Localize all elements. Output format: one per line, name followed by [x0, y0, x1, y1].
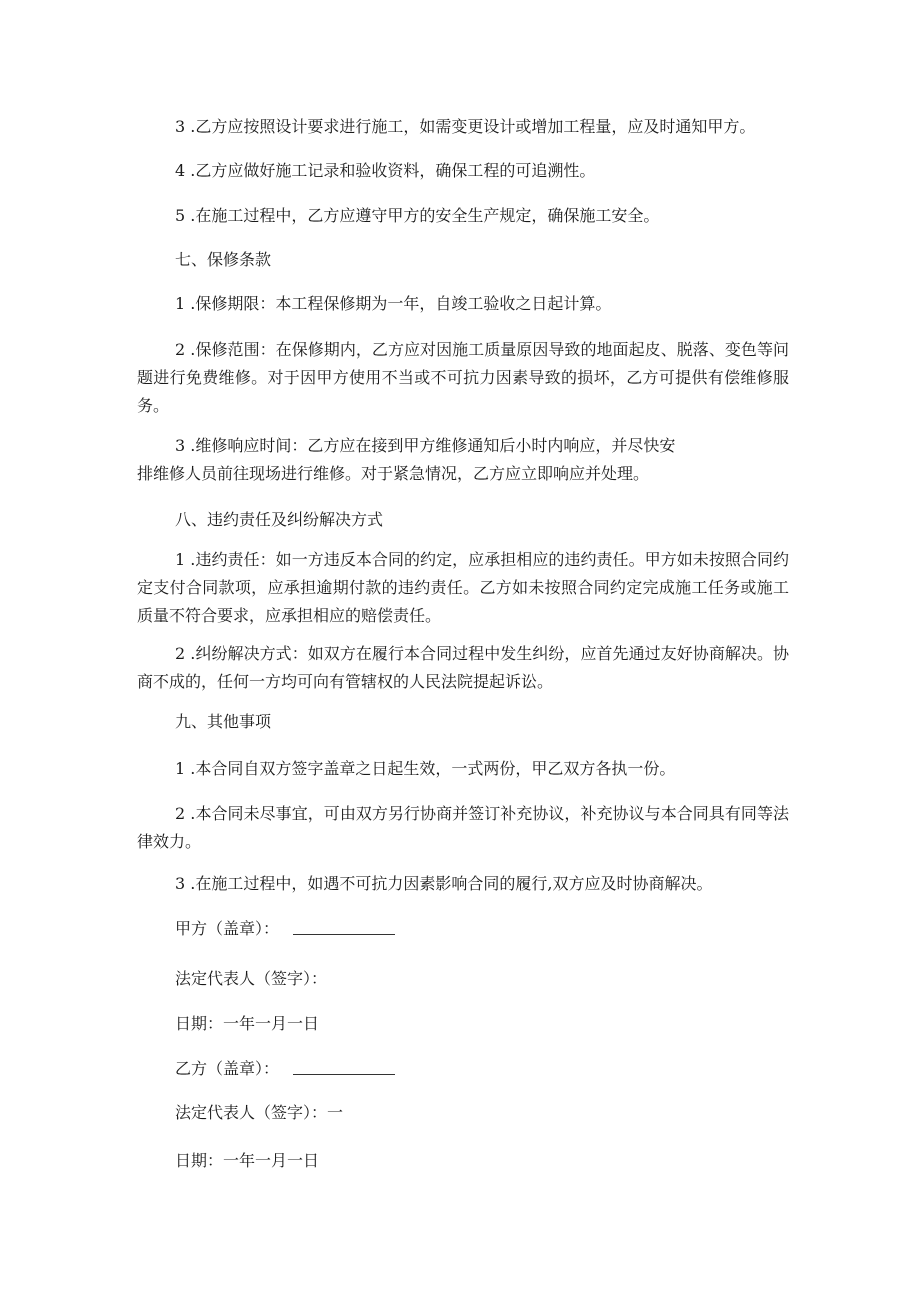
clause-6-5: 5 .在施工过程中，乙方应遵守甲方的安全生产规定，确保施工安全。	[175, 206, 660, 225]
section-8-heading: 八、违约责任及纠纷解决方式	[175, 510, 384, 529]
party-b-date: 日期：一年一月一日	[175, 1151, 320, 1170]
section-9-heading: 九、其他事项	[175, 712, 272, 731]
clause-6-4: 4 .乙方应做好施工记录和验收资料，确保工程的可追溯性。	[175, 161, 596, 180]
clause-7-1: 1 .保修期限：本工程保修期为一年，自竣工验收之日起计算。	[175, 294, 612, 313]
party-a-date: 日期：一年一月一日	[175, 1014, 320, 1033]
section-7-heading: 七、保修条款	[175, 250, 272, 269]
party-a-representative: 法定代表人（签字）：	[175, 969, 328, 988]
clause-9-1: 1 .本合同自双方签字盖章之日起生效，一式两份，甲乙双方各执一份。	[175, 759, 676, 778]
clause-6-3: 3 .乙方应按照设计要求进行施工，如需变更设计或增加工程量，应及时通知甲方。	[175, 117, 756, 136]
clause-9-2: 2 .本合同未尽事宜，可由双方另行协商并签订补充协议，补充协议与本合同具有同等法律效力。	[137, 804, 789, 851]
clause-7-3-line-1: 3 .维修响应时间：乙方应在接到甲方维修通知后小时内响应，并尽快安	[175, 436, 676, 455]
party-b-seal-label: 乙方（盖章）：	[175, 1059, 280, 1078]
party-a-seal-row	[175, 915, 395, 943]
clause-8-2: 2 .纠纷解决方式：如双方在履行本合同过程中发生纠纷，应首先通过友好协商解决。协商不成的，任何一方均可向有管辖权的人民法院提起诉讼。	[137, 644, 789, 691]
clause-8-1: 1 .违约责任：如一方违反本合同的约定，应承担相应的违约责任。甲方如未按照合同约定支付合同款项，应承担逾期付款的违约责任。乙方如未按照合同约定完成施工任务或施工质量不符合要求，应承担相应的赔偿责任。	[137, 550, 789, 625]
party-b-seal-row	[175, 1055, 395, 1083]
party-a-seal-blank	[293, 934, 395, 935]
clause-7-2: 2 .保修范围：在保修期内，乙方应对因施工质量原因导致的地面起皮、脱落、变色等问题进行免费维修。对于因甲方使用不当或不可抗力因素导致的损坏，乙方可提供有偿维修服务。	[137, 340, 789, 415]
party-b-seal-blank	[293, 1074, 395, 1075]
party-a-seal-label: 甲方（盖章）：	[175, 919, 280, 938]
clause-9-3: 3 .在施工过程中，如遇不可抗力因素影响合同的履行,双方应及时协商解决。	[175, 874, 713, 893]
clause-7-3-line-2: 排维修人员前往现场进行维修。对于紧急情况，乙方应立即响应并处理。	[137, 464, 650, 483]
party-b-representative: 法定代表人（签字）：一	[175, 1103, 344, 1122]
